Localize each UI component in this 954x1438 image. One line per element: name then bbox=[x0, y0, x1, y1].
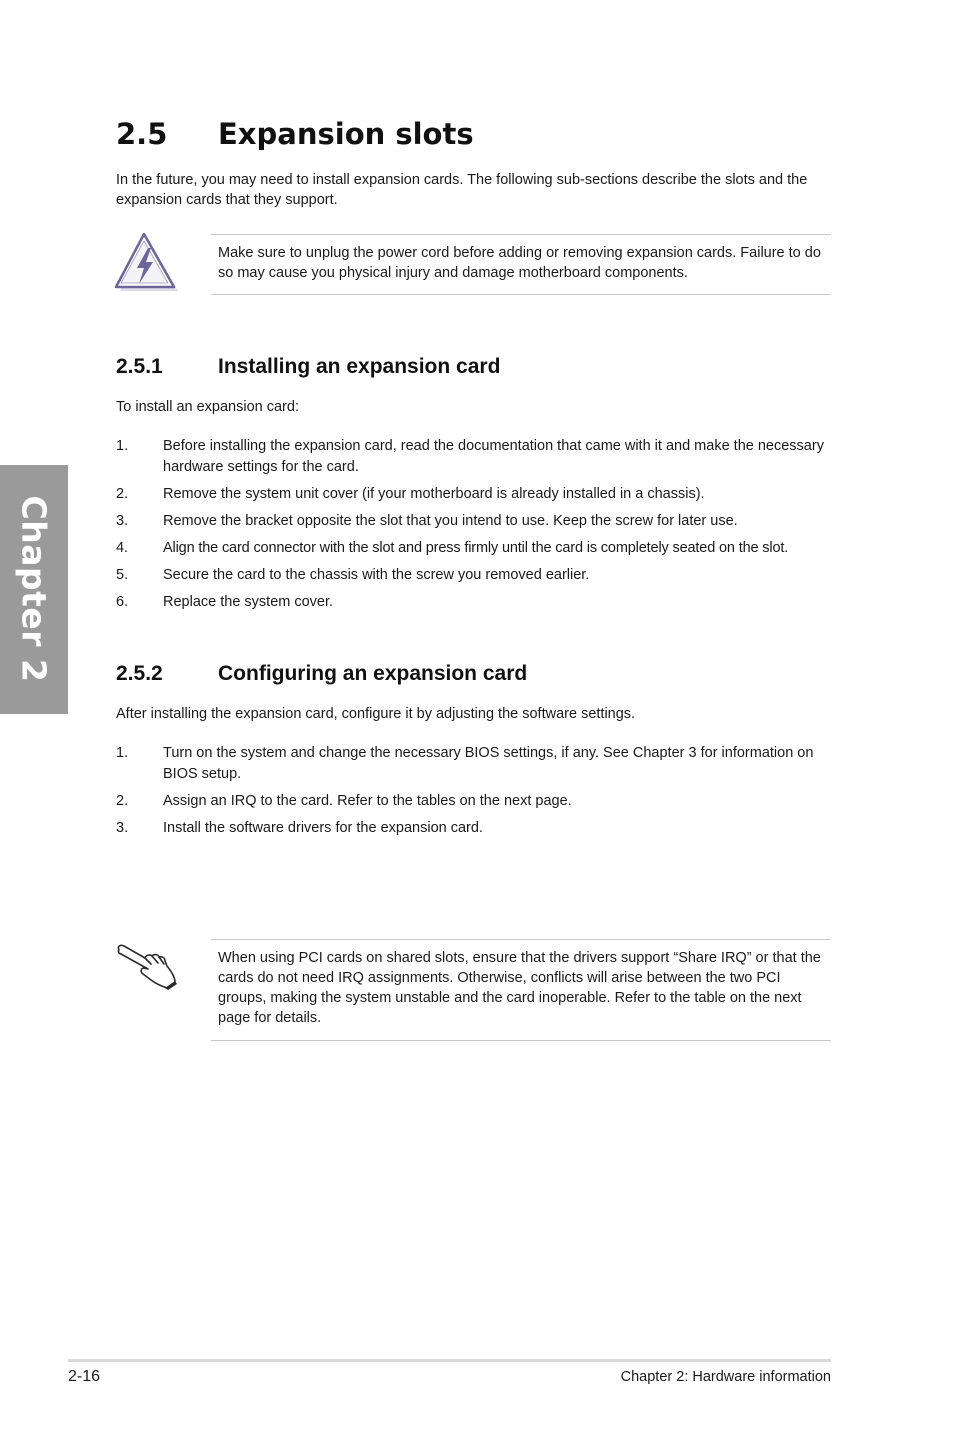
list-item-text: Assign an IRQ to the card. Refer to the tables on the next page. bbox=[163, 792, 572, 809]
list-item-number: 2. bbox=[116, 792, 129, 809]
pointing-hand-icon bbox=[115, 938, 179, 990]
subsection-1-heading bbox=[116, 355, 500, 379]
footer-chapter-title: Chapter 2: Hardware information bbox=[620, 1369, 831, 1385]
list-item-text: Turn on the system and change the necessary BIOS settings, if any. See Chapter 3 for information on BIOS setup. bbox=[163, 745, 814, 782]
list-item-text: Replace the system cover. bbox=[163, 593, 334, 610]
list-item-number: 1. bbox=[116, 438, 129, 454]
list-item bbox=[116, 791, 836, 812]
hand-note bbox=[211, 939, 831, 1041]
list-item-text: Install the software drivers for the expansion card. bbox=[163, 819, 483, 836]
subsection-2-number: 2.5.2 bbox=[116, 662, 163, 685]
list-item bbox=[116, 743, 836, 784]
list-item-number: 2. bbox=[116, 485, 129, 502]
install-steps-list bbox=[116, 436, 836, 612]
subsection-2-heading bbox=[116, 662, 527, 686]
list-item-number: 3. bbox=[116, 512, 129, 529]
list-item bbox=[116, 511, 836, 532]
footer-page-number: 2-16 bbox=[68, 1368, 101, 1385]
section-number: 2.5 bbox=[116, 117, 168, 151]
list-item-text: Secure the card to the chassis with the screw you removed earlier. bbox=[163, 566, 590, 583]
chapter-side-tab-label: Chapter 2 bbox=[14, 495, 54, 683]
footer-divider bbox=[68, 1359, 831, 1362]
subsection-1-title: Installing an expansion card bbox=[218, 355, 501, 378]
list-item-number: 4. bbox=[116, 539, 128, 556]
list-item bbox=[116, 818, 836, 839]
warning-icon bbox=[113, 230, 179, 294]
list-item-number: 1. bbox=[116, 745, 129, 761]
list-item-number: 3. bbox=[116, 819, 129, 836]
list-item bbox=[116, 538, 836, 559]
section-intro: In the future, you may need to install expansion cards. The following sub-sections describe the slots and the expansion cards that they support. bbox=[116, 172, 808, 208]
list-item-text: Remove the system unit cover (if your motherboard is already installed in a chassis). bbox=[163, 485, 705, 502]
list-item-number: 6. bbox=[116, 593, 129, 610]
configure-steps-list bbox=[116, 743, 836, 838]
subsection-2-intro: After installing the expansion card, configure it by adjusting the software settings. bbox=[116, 706, 636, 722]
list-item-text: Before installing the expansion card, read the documentation that came with it and make the necessary hardware settings for the card. bbox=[163, 438, 824, 475]
section-heading bbox=[116, 117, 474, 151]
subsection-1-intro: To install an expansion card: bbox=[116, 399, 299, 415]
list-item bbox=[116, 592, 836, 613]
section-title: Expansion slots bbox=[218, 117, 474, 151]
list-item-text: Align the card connector with the slot and press firmly until the card is completely seated on the slot. bbox=[163, 539, 789, 556]
chapter-side-tab bbox=[0, 465, 68, 714]
warning-note bbox=[211, 234, 831, 295]
list-item bbox=[116, 484, 836, 505]
list-item bbox=[116, 565, 836, 586]
list-item bbox=[116, 436, 836, 477]
subsection-1-number: 2.5.1 bbox=[116, 355, 163, 378]
hand-note-text: When using PCI cards on shared slots, ensure that the drivers support “Share IRQ” or that the cards do not need IRQ assignments. Otherwise, conflicts will arise between the two PCI groups, making the system unstable and the card inoperable. Refer to the table on the next page for details. bbox=[218, 950, 821, 1026]
warning-note-text: Make sure to unplug the power cord before adding or removing expansion cards. Failure to do so may cause you physical injury and damage motherboard components. bbox=[218, 245, 821, 281]
list-item-number: 5. bbox=[116, 566, 129, 583]
subsection-2-title: Configuring an expansion card bbox=[218, 662, 528, 685]
list-item-text: Remove the bracket opposite the slot that you intend to use. Keep the screw for later use. bbox=[163, 512, 738, 529]
